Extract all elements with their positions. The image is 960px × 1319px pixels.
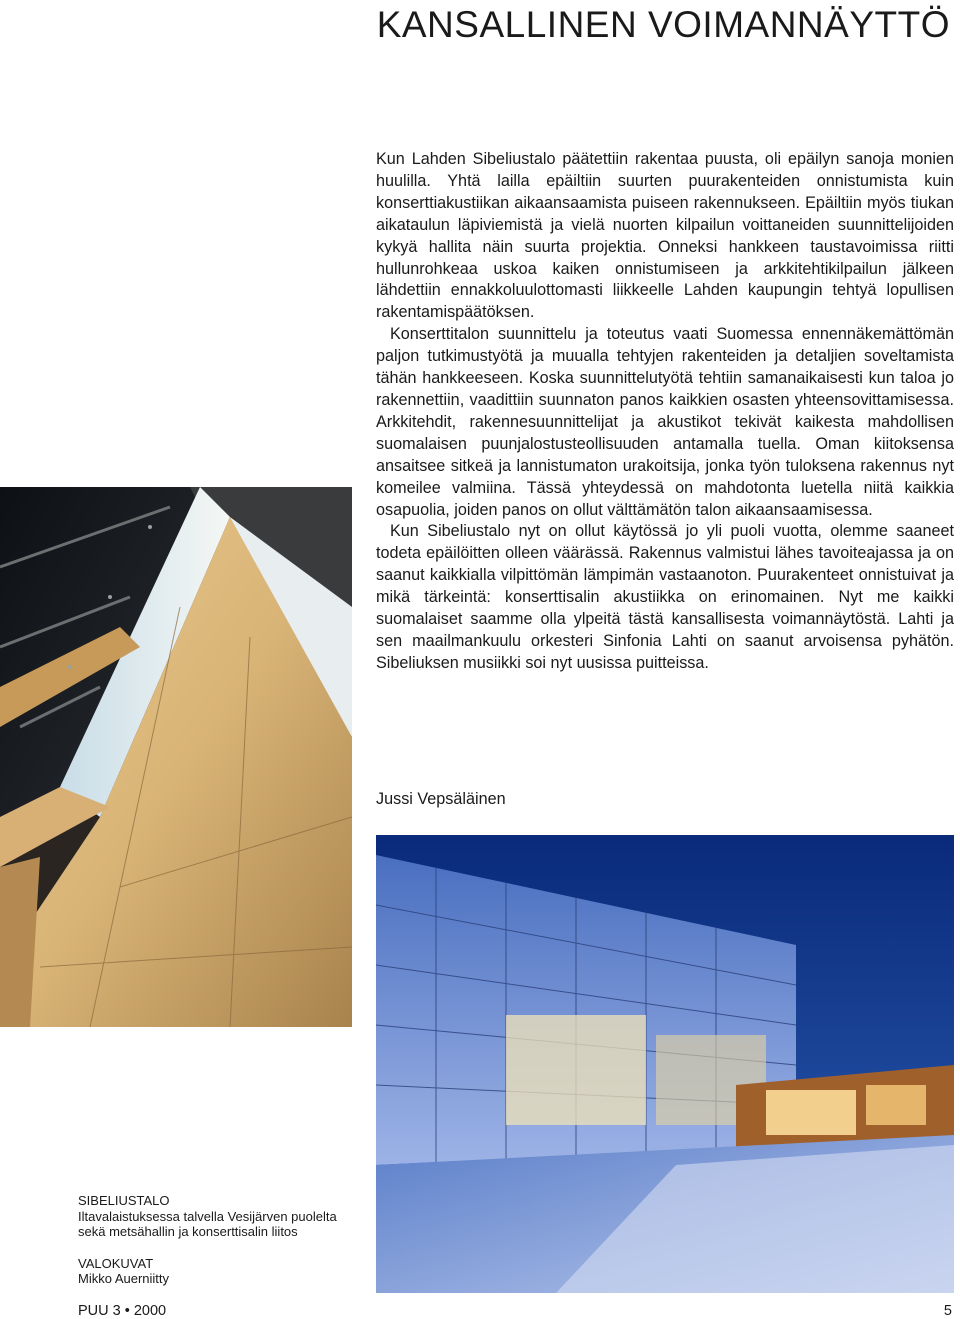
caption-line: Iltavalaistuksessa talvella Vesijärven puolelta xyxy=(78,1208,337,1224)
issue-label: PUU 3 • 2000 xyxy=(78,1303,167,1319)
caption-line: sekä metsähallin ja konserttisalin liitos xyxy=(78,1224,298,1239)
article-paragraph: Kun Lahden Sibeliustalo päätettiin rakentaa puusta, oli epäilyn sanoja monien huulilla. Yhtä lailla epäiltiin suurten puurakenteiden onnistumista kuin konserttiakustiikan aikaansaamista puiseen rakennukseen. Epäiltiin myös tiukan aikataulun läpiviemistä ja vielä nuorten kilpailun voittaneiden suunnittelijoiden kykyä hallita näin suurta projektia. Onneksi hankkeen taustavoimissa riitti hullunrohkeaa uskoa kaiken onnistumiseen ja arkkitehtikilpailun jälkeen lähdettiin ennakkoluulottomasti liikkeelle Lahden kaupungin tehtyä lopullisen rakentamispäätöksen. xyxy=(376,150,954,322)
article-paragraph: Konserttitalon suunnittelu ja toteutus vaati Suomessa ennennäkemättömän paljon tutkimustyötä ja muualla tehtyjen rakenteiden ja detaljien soveltamista tähän hankkeeseen. Koska suunnittelutyötä tehtiin samanaikaisesti kun taloa jo rakennettiin, vaadittiin suunnaton panos kaikkien osasten yhteensovittamisessa. Arkkitehdit, rakennesuunnittelijat ja akustikot tekivät kaikesta mahdollisen suomalaisen puunjalostusteollisuuden antamalla tuella. Oman kiitoksensa ansaitsee sitkeä ja lannistumaton urakoitsija, jonka työn tuloksena rakennus nyt komeilee valmiina. Tässä yhteydessä on mahdotonta luetella niitä kaikkia osapuolia, joiden panos on ollut välttämätön talon aikaansaamisessa. xyxy=(376,325,954,519)
credit-name: Mikko Auerniitty xyxy=(78,1271,170,1286)
credit-heading: VALOKUVAT xyxy=(78,1255,154,1271)
article-body xyxy=(376,149,954,675)
photo-caption xyxy=(78,1193,368,1287)
caption-heading: SIBELIUSTALO xyxy=(78,1193,170,1208)
interior-photo xyxy=(0,487,352,1027)
author-signature: Jussi Vepsäläinen xyxy=(376,790,506,808)
page-number: 5 xyxy=(943,1303,952,1319)
page-title: KANSALLINEN VOIMANNÄYTTÖ xyxy=(376,4,950,45)
exterior-photo xyxy=(376,835,954,1293)
article-paragraph: Kun Sibeliustalo nyt on ollut käytössä jo yli puoli vuotta, olemme saaneet todeta epäilöitten olleen väärässä. Rakennus valmistui lähes tavoiteajassa ja on saanut kaikkialla vilpittömän lämpimän vastaanoton. Puurakenteet onnistuivat ja mikä tärkeintä: konserttisalin akustiikka on erinomainen. Nyt me kaikki suomalaiset saamme olla ylpeitä tästä kansallisesta voimannäytöstä. Lahti ja sen maailmankuulu orkesteri Sinfonia Lahti on saanut arvoisensa pyhätön. Sibeliuksen musiikki soi nyt uusissa puitteissa. xyxy=(376,522,954,672)
